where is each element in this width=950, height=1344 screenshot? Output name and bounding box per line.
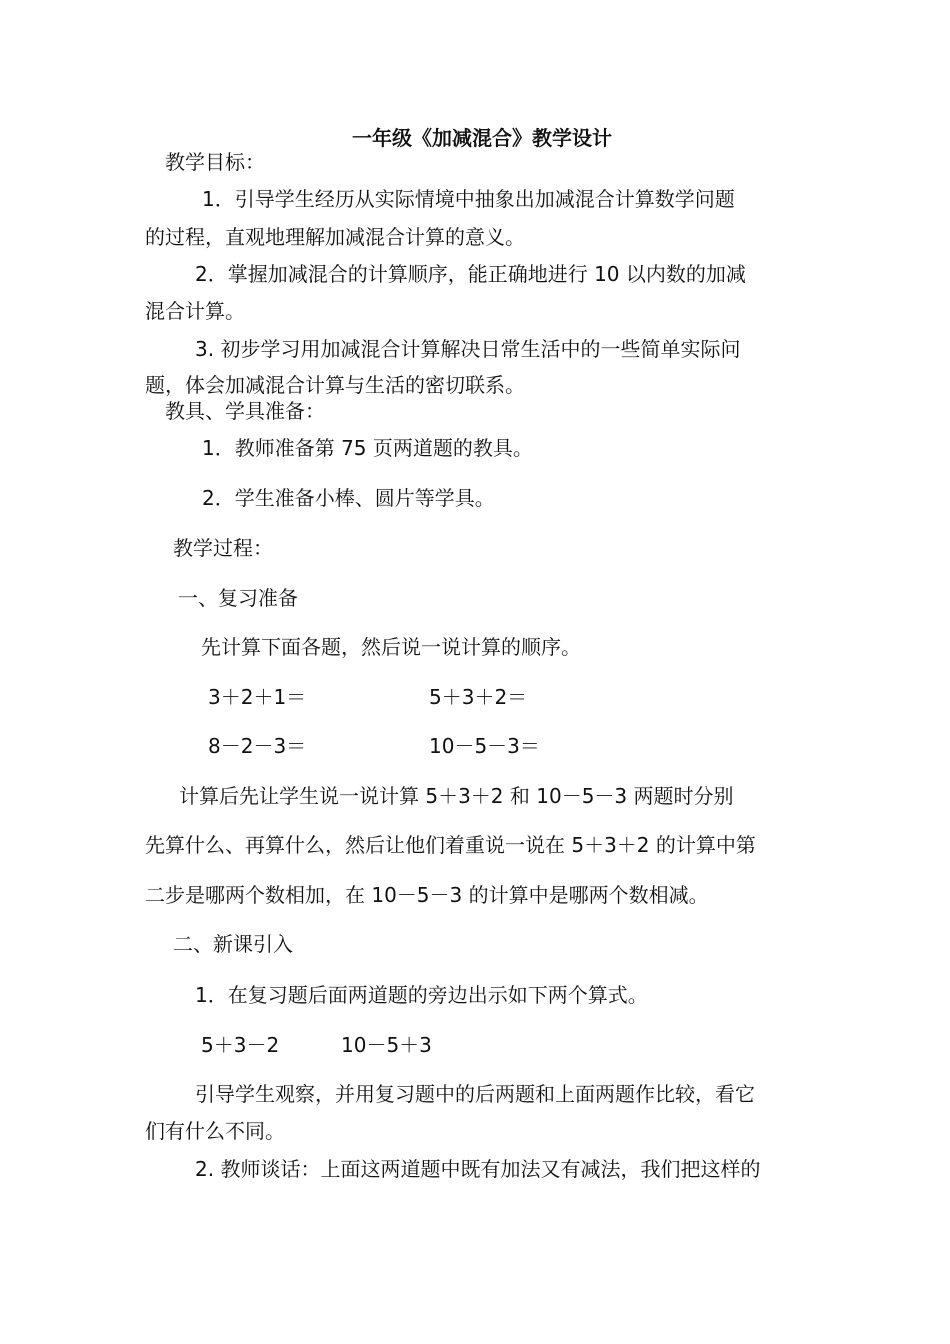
tool-item-2: 2．学生准备小棒、圆片等学具。 [202, 486, 495, 510]
expression-b: 5＋3＋2＝ [429, 685, 528, 709]
section-2-paragraph-line-1: 引导学生观察，并用复习题中的后两题和上面两题作比较，看它 [195, 1082, 755, 1106]
section-1-paragraph-line-1: 计算后先让学生说一说计算 5＋3＋2 和 10－5－3 两题时分别 [179, 784, 734, 808]
objective-3-line-1: 3. 初步学习用加减混合计算解决日常生活中的一些简单实际问 [195, 337, 741, 361]
section-2-item-1: 1．在复习题后面两道题的旁边出示如下两个算式。 [195, 983, 648, 1007]
tools-heading: 教具、学具准备： [165, 399, 325, 423]
objective-1-line-2: 的过程，直观地理解加减混合计算的意义。 [145, 225, 525, 249]
expression-d: 10－5－3＝ [429, 734, 540, 758]
section-2-paragraph-line-2: 们有什么不同。 [145, 1119, 285, 1143]
expression-f: 10－5＋3 [341, 1033, 432, 1057]
objective-2-line-1: 2．掌握加减混合的计算顺序，能正确地进行 10 以内数的加减 [195, 262, 746, 286]
section-2-heading: 二、新课引入 [173, 932, 293, 956]
objective-3-line-2: 题，体会加减混合计算与生活的密切联系。 [145, 373, 525, 397]
objective-1-line-1: 1．引导学生经历从实际情境中抽象出加减混合计算数学问题 [202, 187, 735, 211]
process-heading: 教学过程： [173, 536, 273, 560]
section-1-paragraph-line-2: 先算什么、再算什么，然后让他们着重说一说在 5＋3＋2 的计算中第 [145, 833, 756, 857]
objectives-heading: 教学目标： [165, 150, 265, 174]
section-1-heading: 一、复习准备 [178, 586, 298, 610]
tool-item-1: 1．教师准备第 75 页两道题的教具。 [202, 436, 533, 460]
section-1-intro: 先计算下面各题，然后说一说计算的顺序。 [201, 635, 581, 659]
objective-2-line-2: 混合计算。 [145, 299, 245, 323]
expression-a: 3＋2＋1＝ [208, 685, 307, 709]
expression-e: 5＋3－2 [201, 1033, 280, 1057]
section-1-paragraph-line-3: 二步是哪两个数相加，在 10－5－3 的计算中是哪两个数相减。 [145, 883, 709, 907]
section-2-item-2: 2. 教师谈话：上面这两道题中既有加法又有减法，我们把这样的 [195, 1157, 761, 1181]
expression-c: 8－2－3＝ [208, 734, 307, 758]
document-title: 一年级《加减混合》教学设计 [352, 126, 612, 150]
